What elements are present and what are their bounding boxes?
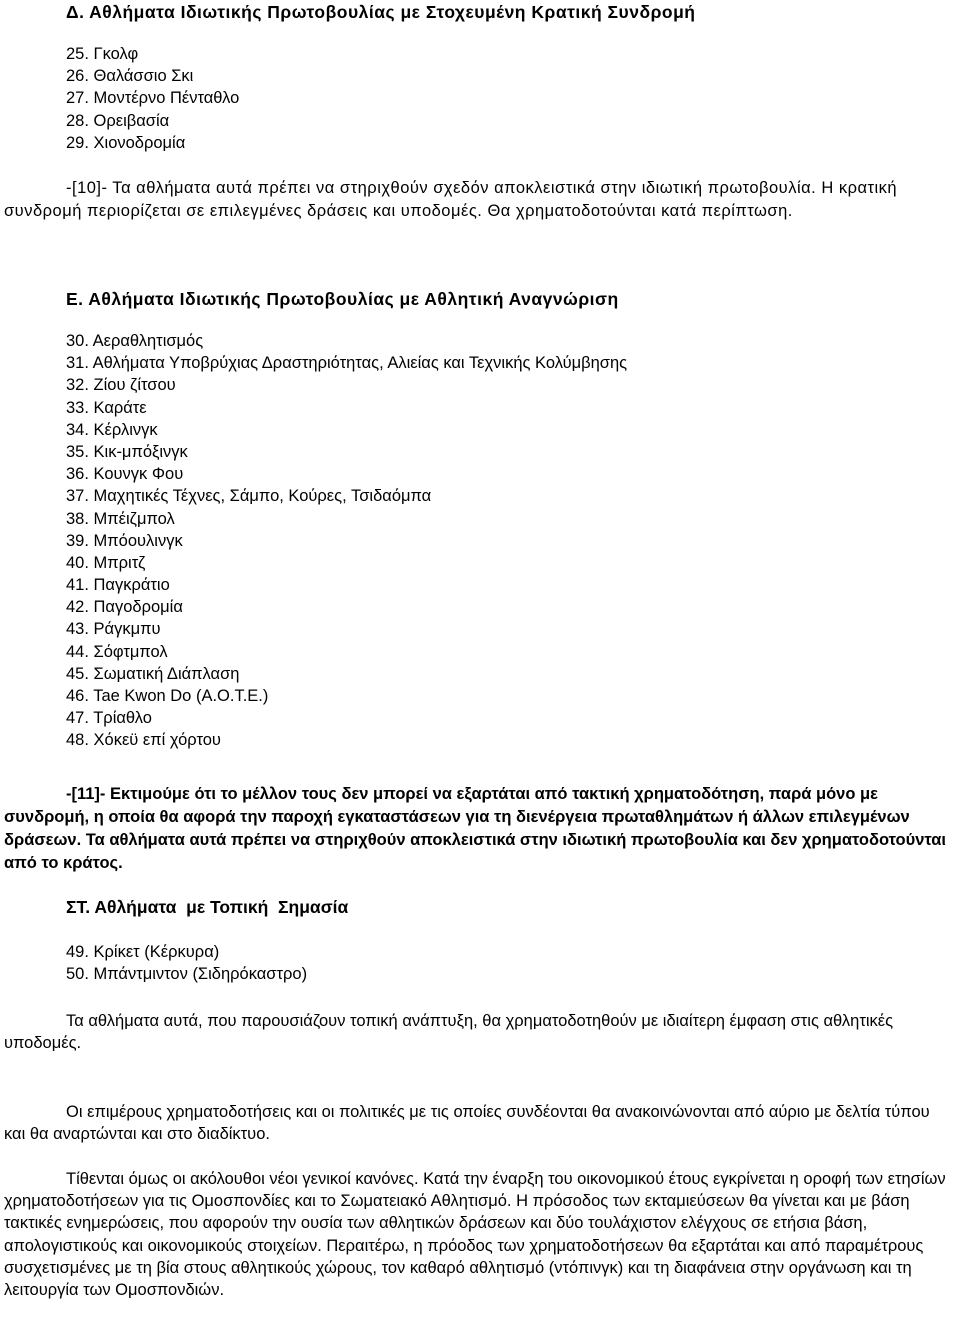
- list-item: 48. Χόκεϋ επί χόρτου: [66, 731, 221, 750]
- section-e-note: -[11]- Εκτιμούμε ότι το μέλλον τους δεν μπορεί να εξαρτάται από τακτική χρηματοδότηση, παρά μόνο με συνδρομή, η οποία θα αφορά την παροχή εγκαταστάσεων για τη διενέργεια πρωταθλημάτων ή άλλων επιλεγμένων δράσεων. Τα αθλήματα αυτά πρέπει να στηριχθούν αποκλειστικά στην ιδιωτική πρωτοβουλία και δεν χρηματοδοτούνται από το κράτος.: [4, 785, 947, 872]
- paragraph: Τίθενται όμως οι ακόλουθοι νέοι γενικοί κανόνες. Κατά την έναρξη του οικονομικού έτους εγκρίνεται η οροφή των ετησίων χρηματοδοτήσεων για τις Ομοσπονδίες και το Σωματειακό Αθλητισμό. Η πρόσοδος των εκταμιεύσεων θα γίνεται και με βάση τακτικές ενημερώσεις, που αφορούν την ουσία των αθλητικών δράσεων και δύο τουλάχιστον ελέγχους σε ετήσια βάση, απολογιστικούς και οικονομικούς στοιχείων. Περαιτέρω, η πρόοδος των χρηματοδοτήσεων θα εξαρτάται και από παραμέτρους συσχετισμένες με τη βία στους αθλητικούς χώρους, τον καθαρό αθλητισμό (ντόπινγκ) και τη διαφάνεια στην οργάνωση και τη λειτουργία των Ομοσπονδιών.: [4, 1170, 946, 1300]
- list-item: 38. Μπέιζμπολ: [66, 509, 175, 528]
- list-item: 29. Χιονοδρομία: [66, 133, 186, 152]
- section-st-heading: ΣΤ. Αθλήματα με Τοπική Σημασία: [66, 897, 349, 917]
- section-e-list: [66, 330, 627, 752]
- section-d-note: -[10]- Τα αθλήματα αυτά πρέπει να στηριχθούν σχεδόν αποκλειστικά στην ιδιωτική πρωτοβουλία. Η κρατική συνδρομή περιορίζεται σε επιλεγμένες δράσεις και υποδομές. Θα χρηματοδοτούνται κατά περίπτωση.: [4, 179, 898, 220]
- list-item: 26. Θαλάσσιο Σκι: [66, 67, 194, 86]
- section-e-heading: Ε. Αθλήματα Ιδιωτικής Πρωτοβουλίας με Αθλητική Αναγνώριση: [66, 289, 619, 309]
- list-item: 31. Αθλήματα Υποβρύχιας Δραστηριότητας, Αλιείας και Τεχνικής Κολύμβησης: [66, 354, 628, 373]
- section-d-list: [66, 43, 239, 154]
- list-item: 32. Ζίου ζίτσου: [66, 376, 176, 395]
- list-item: 37. Μαχητικές Τέχνες, Σάμπο, Κούρες, Τσιδαόμπα: [66, 487, 432, 506]
- list-item: 41. Παγκράτιο: [66, 576, 170, 595]
- list-item: 34. Κέρλινγκ: [66, 420, 158, 439]
- list-item: 43. Ράγκμπυ: [66, 620, 161, 639]
- list-item: 30. Αεραθλητισμός: [66, 332, 204, 350]
- list-item: 47. Τρίαθλο: [66, 709, 152, 728]
- section-st-list: [66, 941, 307, 985]
- paragraph: Οι επιμέρους χρηματοδοτήσεις και οι πολιτικές με τις οποίες συνδέονται θα ανακοινώνονται από αύριο με δελτία τύπου και θα αναρτώνται και στο διαδίκτυο.: [4, 1103, 930, 1144]
- list-item: 44. Σόφτμπολ: [66, 642, 168, 661]
- list-item: 40. Μπριτζ: [66, 553, 146, 572]
- paragraph: Τα αθλήματα αυτά, που παρουσιάζουν τοπική ανάπτυξη, θα χρηματοδοτηθούν με ιδιαίτερη έμφαση στις αθλητικές υποδομές.: [4, 1012, 894, 1053]
- list-item: 46. Tae Kwon Do (Α.Ο.Τ.Ε.): [66, 687, 269, 705]
- list-item: 45. Σωματική Διάπλαση: [66, 664, 240, 683]
- list-item: 49. Κρίκετ (Κέρκυρα): [66, 943, 220, 961]
- list-item: 36. Κουνγκ Φου: [66, 465, 184, 484]
- section-d-heading: Δ. Αθλήματα Ιδιωτικής Πρωτοβουλίας με Στοχευμένη Κρατική Συνδρομή: [66, 2, 696, 22]
- list-item: 25. Γκολφ: [66, 45, 139, 63]
- list-item: 28. Ορειβασία: [66, 111, 170, 130]
- list-item: 42. Παγοδρομία: [66, 598, 183, 617]
- list-item: 35. Κικ-μπόξινγκ: [66, 442, 188, 461]
- list-item: 33. Καράτε: [66, 398, 147, 417]
- list-item: 50. Μπάντμιντον (Σιδηρόκαστρο): [66, 965, 308, 984]
- list-item: 27. Μοντέρνο Πένταθλο: [66, 89, 240, 108]
- list-item: 39. Μπόουλινγκ: [66, 531, 183, 550]
